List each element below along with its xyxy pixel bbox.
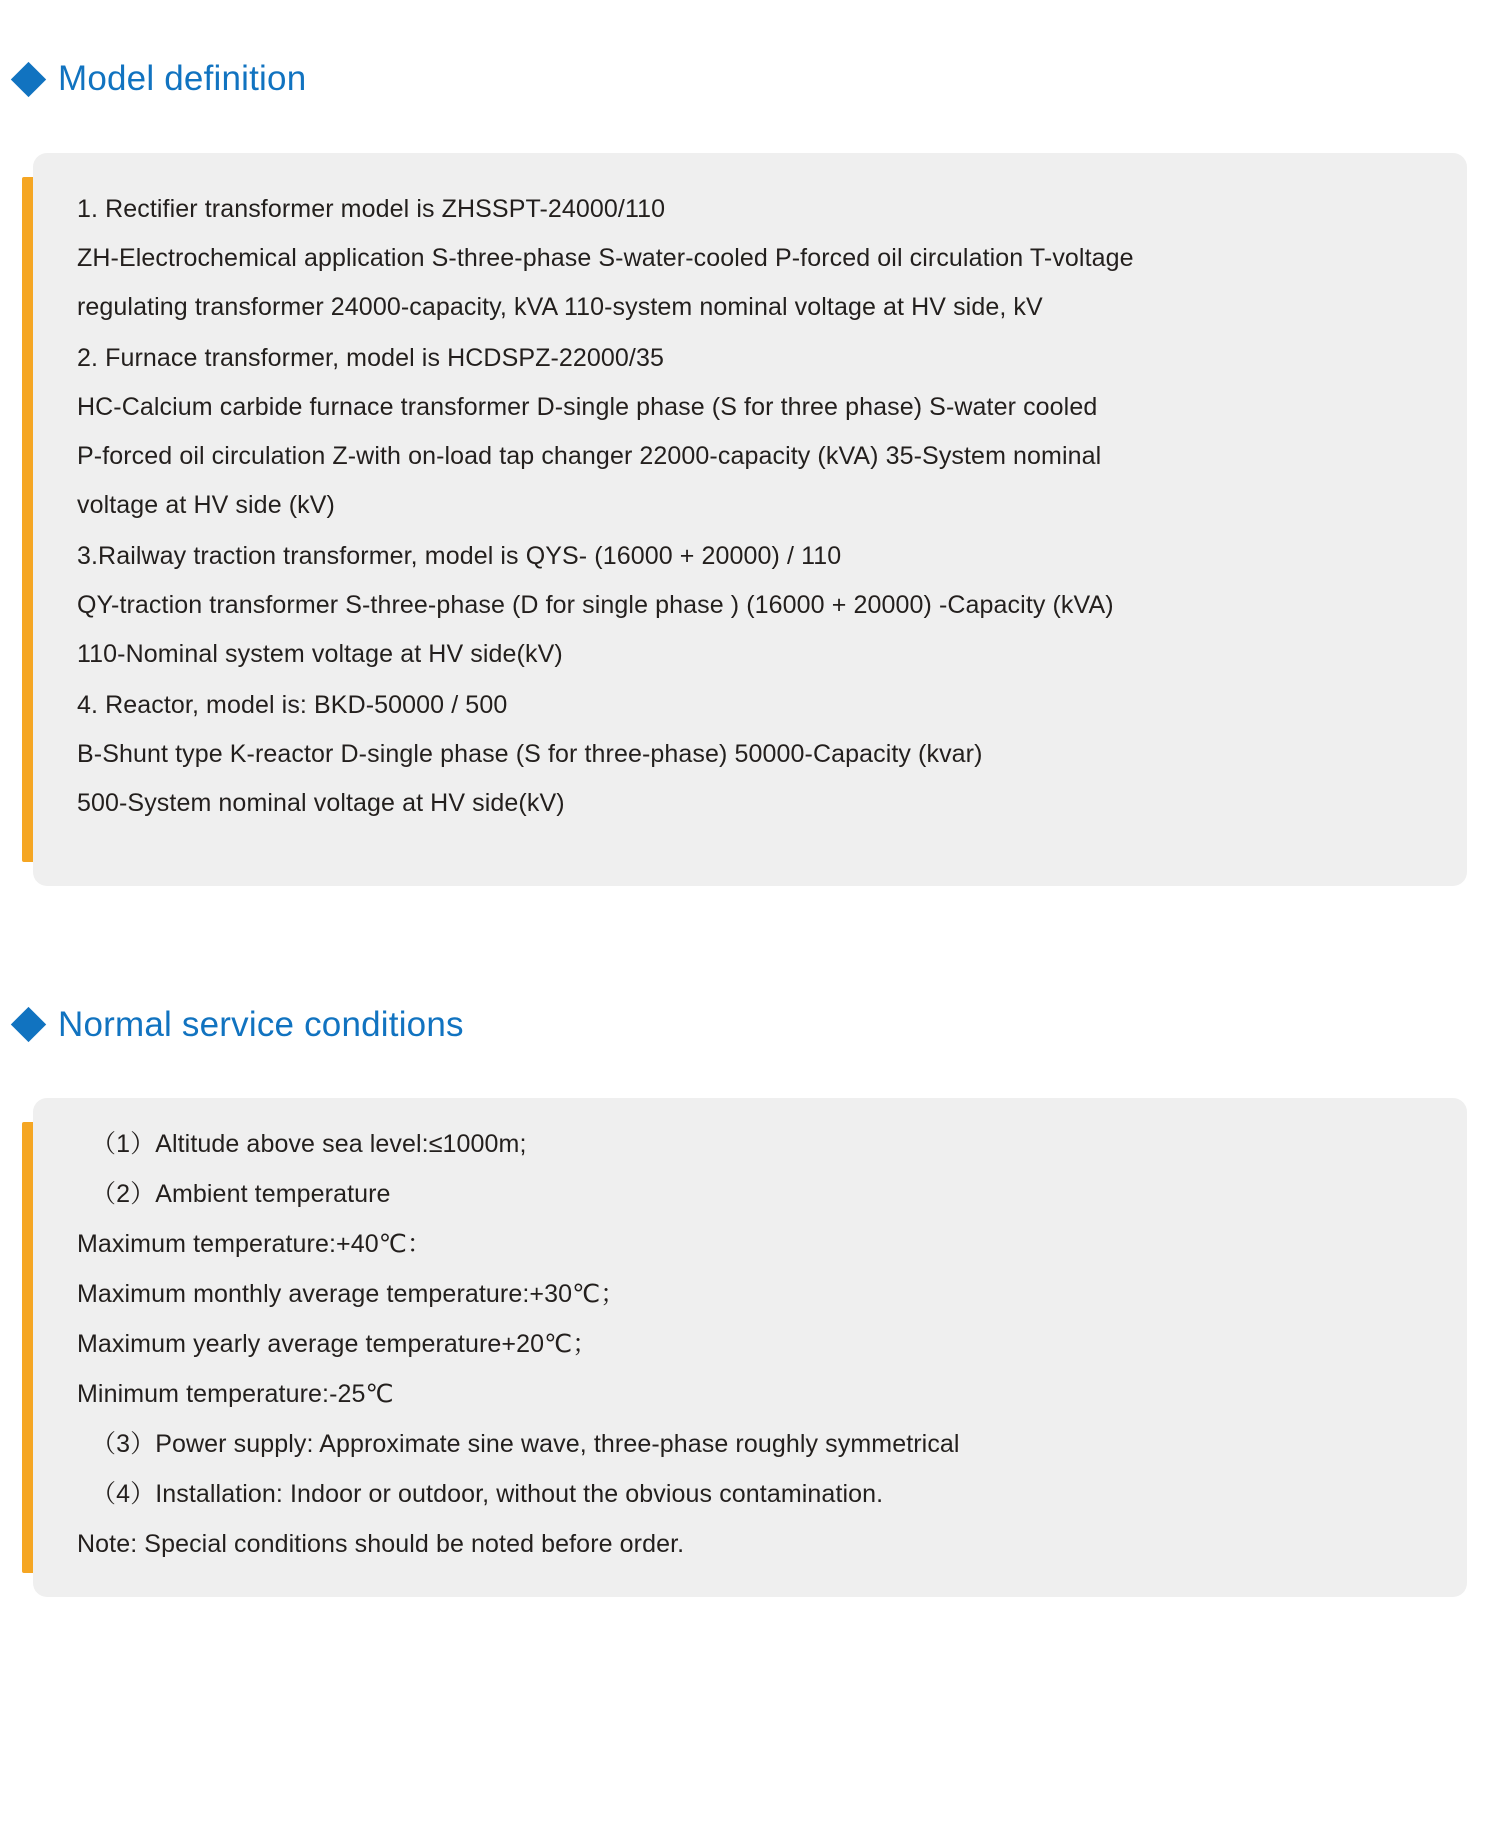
model-item-4-line-1: B-Shunt type K-reactor D-single phase (S for three-phase) 50000-Capacity (kvar) [77,739,983,768]
model-item-1-line-2: regulating transformer 24000-capacity, kVA 110-system nominal voltage at HV side, kV [77,292,1043,321]
model-item-3-line-1: QY-traction transformer S-three-phase (D for single phase ) (16000 + 20000) -Capacity (kVA) [77,590,1114,619]
model-item-3 [77,541,1429,668]
model-definition-card [33,153,1467,886]
model-item-4-title: 4. Reactor, model is: BKD-50000 / 500 [77,690,508,719]
section-heading-normal-service-conditions [0,1006,1500,1045]
model-item-2-line-3: voltage at HV side (kV) [77,490,335,519]
condition-line-8: （4）Installation: Indoor or outdoor, without the obvious contamination. [91,1480,884,1508]
model-item-1-title: 1. Rectifier transformer model is ZHSSPT-24000/110 [77,194,666,223]
diamond-bullet-icon [11,1007,46,1042]
model-item-2-title: 2. Furnace transformer, model is HCDSPZ-22000/35 [77,343,664,372]
model-item-2-line-2: P-forced oil circulation Z-with on-load tap changer 22000-capacity (kVA) 35-System nominal [77,441,1102,470]
condition-line-1: （1）Altitude above sea level:≤1000m; [91,1130,527,1158]
diamond-bullet-icon [11,62,46,97]
condition-line-5: Maximum yearly average temperature+20℃； [77,1330,598,1358]
model-item-1 [77,194,1429,321]
model-item-3-title: 3.Railway traction transformer, model is QYS- (16000 + 20000) / 110 [77,541,842,570]
section-title-text: Model definition [58,59,307,98]
model-definition-card-body [33,153,1467,886]
condition-line-4: Maximum monthly average temperature:+30℃； [77,1280,626,1308]
normal-service-conditions-card-body [33,1098,1467,1597]
model-item-2-line-1: HC-Calcium carbide furnace transformer D-single phase (S for three phase) S-water cooled [77,392,1098,421]
condition-line-6: Minimum temperature:-25℃ [77,1380,394,1408]
model-item-4-line-2: 500-System nominal voltage at HV side(kV) [77,788,565,817]
condition-line-7: （3）Power supply: Approximate sine wave, three-phase roughly symmetrical [91,1430,960,1458]
section-heading-model-definition [0,60,1500,99]
normal-service-conditions-card [33,1098,1467,1597]
section-title-text: Normal service conditions [58,1004,464,1044]
model-item-3-line-2: 110-Nominal system voltage at HV side(kV) [77,639,563,668]
condition-note: Note: Special conditions should be noted before order. [77,1530,685,1558]
model-item-2 [77,343,1429,519]
condition-line-2: （2）Ambient temperature [91,1180,391,1208]
model-item-1-line-1: ZH-Electrochemical application S-three-phase S-water-cooled P-forced oil circulation T-voltage [77,243,1134,272]
condition-line-3: Maximum temperature:+40℃： [77,1230,433,1258]
model-item-4 [77,690,1429,817]
